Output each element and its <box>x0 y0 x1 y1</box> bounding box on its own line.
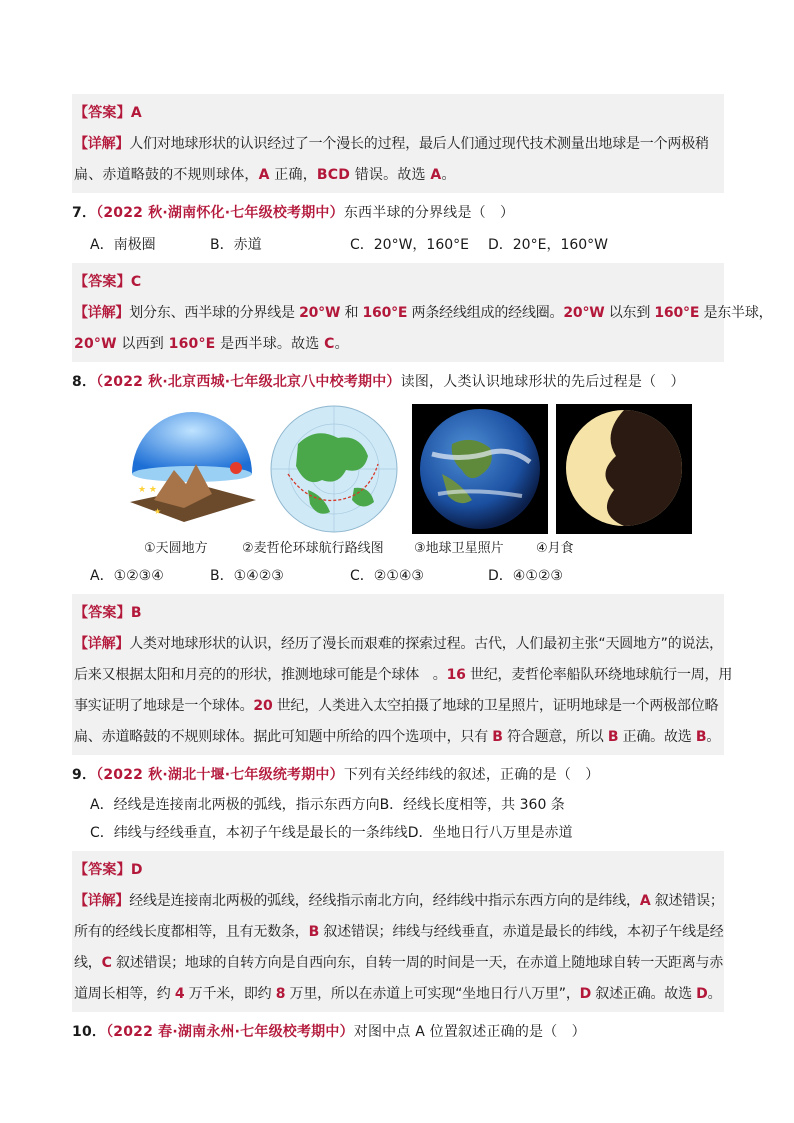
detail-text: 叙述错误；地球的自转方向是自西向东，自转一周的时间是一天，在赤道上随地球自转一天距离与赤 <box>111 955 724 971</box>
detail-text: 所有的经线长度都相等，且有无数条， <box>74 924 309 940</box>
option-b: B．经线长度相等，共 360 条 <box>379 797 565 813</box>
detail-text: 叙述正确。故选 <box>591 986 697 1002</box>
question-8-captions <box>72 538 724 560</box>
detail-text: 扁、赤道略鼓的不规则球体， <box>74 167 259 183</box>
question-number: 8． <box>72 374 97 390</box>
detail-text: 人们对地球形状的认识经过了一个漫长的过程，最后人们通过现代技术测量出地球是一个两极稍 <box>129 136 709 152</box>
question-text: 读图，人类认识地球形状的先后过程是（ ） <box>400 374 685 390</box>
option-d: D．④①②③ <box>488 568 563 584</box>
detail-text: 道周长相等，约 <box>74 986 175 1002</box>
detail-text: 事实证明了地球是一个球体。 <box>74 698 254 714</box>
highlight: 20°W <box>74 336 117 352</box>
question-9-stem <box>72 760 724 791</box>
detail-text: 正确， <box>269 167 317 183</box>
question-9-options-row-1 <box>72 791 724 819</box>
highlight: B <box>695 729 707 745</box>
detail-text: 。 <box>334 336 349 352</box>
caption-3: ③地球卫星照片 <box>414 541 504 556</box>
detail-line <box>74 886 722 917</box>
highlight: 16 <box>446 667 466 683</box>
svg-text:★ ★: ★ ★ <box>138 485 157 495</box>
detail-line <box>74 917 722 948</box>
answer-line <box>74 855 722 886</box>
detail-line <box>74 979 722 1010</box>
answer-tag: 【答案】 <box>74 862 131 878</box>
highlight: B <box>308 924 320 940</box>
detail-line <box>74 722 722 753</box>
question-text: 东西半球的分界线是（ ） <box>343 205 515 221</box>
detail-line <box>74 329 722 360</box>
highlight: 20°W <box>299 305 341 321</box>
detail-line <box>74 691 722 722</box>
question-source: （2022 秋·湖北十堰·七年级统考期中） <box>96 767 344 783</box>
magellan-route-map-image <box>268 404 404 534</box>
detail-text: 万里，所以在赤道上可实现“坐地日行八万里”， <box>285 986 580 1002</box>
highlight: C <box>101 955 112 971</box>
option-a: A．①②③④ <box>90 568 164 584</box>
caption-4: ④月食 <box>536 541 574 556</box>
highlight: BCD <box>316 167 351 183</box>
detail-text: 以西到 <box>116 336 169 352</box>
question-9-options-row-2 <box>72 819 724 847</box>
highlight: 20 <box>253 698 273 714</box>
option-d: D．坐地日行八万里是赤道 <box>407 825 573 841</box>
svg-text:★: ★ <box>154 507 162 516</box>
detail-text: 两条经线组成的经线圈。 <box>407 305 564 321</box>
detail-text: 和 <box>340 305 363 321</box>
option-c: C．20°W，160°E <box>350 237 469 253</box>
detail-text: 世纪，人类进入太空拍摄了地球的卫星照片，证明地球是一个两极部位略 <box>272 698 719 714</box>
answer-value: A <box>130 105 142 121</box>
answer-tag: 【答案】 <box>74 105 131 121</box>
option-c: C．②①④③ <box>350 568 424 584</box>
option-b: B．①④②③ <box>210 568 284 584</box>
detail-text: 叙述错误； <box>650 893 724 909</box>
question-number: 10． <box>72 1024 107 1040</box>
detail-text: 是东半球， <box>699 305 773 321</box>
highlight: 8 <box>275 986 286 1002</box>
detail-text: 经线是连接南北两极的弧线，经线指示南北方向，经纬线中指示东西方向的是纬线， <box>129 893 640 909</box>
detail-text: 叙述错误；纬线与经线垂直，赤道是最长的纬线，本初子午线是经 <box>319 924 724 940</box>
option-b: B．赤道 <box>210 237 262 253</box>
detail-tag: 【详解】 <box>74 136 130 152</box>
question-8-stem <box>72 367 724 398</box>
detail-tag: 【详解】 <box>74 305 130 321</box>
detail-text: 扁、赤道略鼓的不规则球体。据此可知题中所给的四个选项中，只有 <box>74 729 493 745</box>
answer-block <box>72 94 724 193</box>
answer-value: B <box>130 605 142 621</box>
detail-text: 是西半球。故选 <box>215 336 325 352</box>
detail-line <box>74 298 773 329</box>
question-7-options <box>72 231 724 259</box>
detail-text: 符合题意，所以 <box>502 729 608 745</box>
highlight: 4 <box>174 986 185 1002</box>
answer-line <box>74 598 722 629</box>
option-c: C．纬线与经线垂直，本初子午线是最长的一条纬线 <box>90 825 408 841</box>
option-a: A．经线是连接南北两极的弧线，指示东西方向 <box>90 797 380 813</box>
lunar-eclipse-image <box>556 404 692 534</box>
option-d: D．20°E，160°W <box>488 237 609 253</box>
highlight: B <box>492 729 503 745</box>
question-number: 7． <box>72 205 97 221</box>
option-a: A．南极圈 <box>90 237 156 253</box>
highlight: A <box>258 167 270 183</box>
question-text: 对图中点 A 位置叙述正确的是（ ） <box>353 1024 586 1040</box>
answer-tag: 【答案】 <box>74 605 131 621</box>
heaven-round-earth-square-image <box>124 404 260 534</box>
exam-page <box>72 94 773 1048</box>
detail-text: 线， <box>74 955 102 971</box>
answer-block <box>72 594 733 755</box>
question-8-figure <box>72 404 724 534</box>
detail-tag: 【详解】 <box>74 893 130 909</box>
highlight: D <box>696 986 708 1002</box>
detail-text: 错误。故选 <box>350 167 431 183</box>
detail-text: 世纪，麦哲伦率船队环绕地球航行一周，用 <box>465 667 733 683</box>
question-10-stem <box>72 1017 724 1048</box>
caption-2: ②麦哲伦环球航行路线图 <box>242 541 384 556</box>
highlight: 160°E <box>654 305 700 321</box>
highlight: B <box>607 729 619 745</box>
detail-text: 。 <box>441 167 456 183</box>
detail-line <box>74 629 722 660</box>
earth-satellite-photo-image <box>412 404 548 534</box>
answer-line <box>74 267 722 298</box>
answer-value: C <box>130 274 142 290</box>
detail-text: 。 <box>707 986 722 1002</box>
detail-text: 万千米，即约 <box>184 986 276 1002</box>
highlight: 160°E <box>362 305 408 321</box>
detail-line <box>74 948 722 979</box>
detail-line <box>74 160 722 191</box>
detail-line <box>74 660 733 691</box>
detail-text: 。 <box>706 729 721 745</box>
answer-line <box>74 98 722 129</box>
question-8-options <box>72 562 724 590</box>
detail-line <box>74 129 722 160</box>
detail-text: 人类对地球形状的认识，经历了漫长而艰难的探索过程。古代，人们最初主张“天圆地方”的说法， <box>129 636 723 652</box>
highlight: 160°E <box>168 336 216 352</box>
detail-text: 后来又根据太阳和月亮的的形状，推测地球可能是个球体 。 <box>74 667 447 683</box>
detail-tag: 【详解】 <box>74 636 130 652</box>
highlight: 20°W <box>563 305 605 321</box>
detail-text: 以东到 <box>604 305 655 321</box>
highlight: A <box>639 893 651 909</box>
answer-tag: 【答案】 <box>74 274 131 290</box>
answer-block <box>72 263 773 362</box>
question-source: （2022 秋·北京西城·七年级北京八中校考期中） <box>96 374 401 390</box>
question-source: （2022 春·湖南永州·七年级校考期中） <box>106 1024 354 1040</box>
highlight: C <box>324 336 335 352</box>
answer-block <box>72 851 724 1012</box>
detail-text: 正确。故选 <box>618 729 696 745</box>
question-source: （2022 秋·湖南怀化·七年级校考期中） <box>96 205 344 221</box>
answer-value: D <box>130 862 143 878</box>
question-text: 下列有关经纬线的叙述，正确的是（ ） <box>343 767 600 783</box>
question-number: 9． <box>72 767 97 783</box>
caption-1: ①天圆地方 <box>144 541 208 556</box>
highlight: A <box>430 167 442 183</box>
highlight: D <box>579 986 592 1002</box>
detail-text: 划分东、西半球的分界线是 <box>129 305 300 321</box>
question-7-stem <box>72 198 724 229</box>
